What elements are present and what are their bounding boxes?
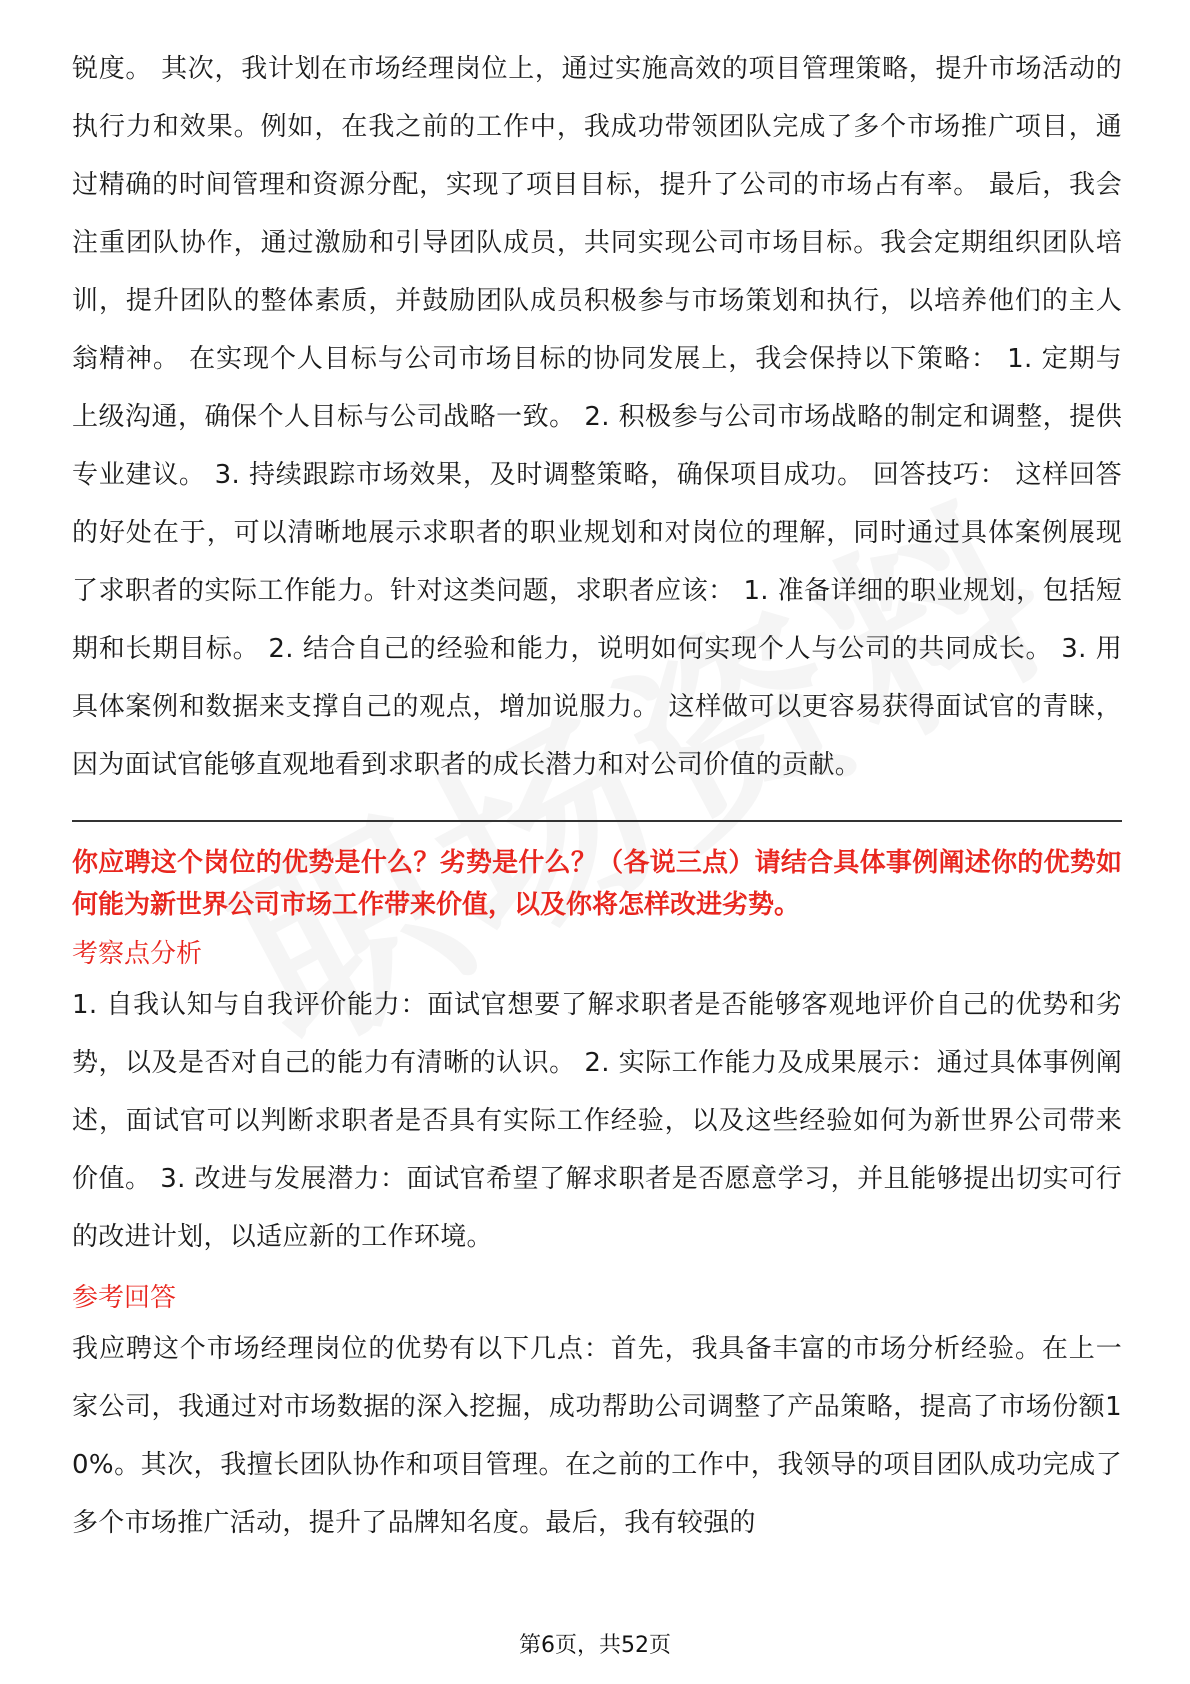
analysis-heading: 考察点分析 — [72, 939, 203, 969]
intro-paragraph: 锐度。 其次，我计划在市场经理岗位上，通过实施高效的项目管理策略，提升市场活动的执行力和效果。例如，在我之前的工作中，我成功带领团队完成了多个市场推广项目，通过精确的时间管理和资源分配，实现了项目目标，提升了公司的市场占有率。 最后，我会注重团队协作，通过激励和引导团队成员，共同实现公司市场目标。我会定期组织团队培训，提升团队的整体素质，并鼓励团队成员积极参与市场策划和执行，以培养他们的主人翁精神。 在实现个人目标与公司市场目标的协同发展上，我会保持以下策略： 1. 定期与上级沟通，确保个人目标与公司战略一致。 2. 积极参与公司市场战略的制定和调整，提供专业建议。 3. 持续跟踪市场效果，及时调整策略，确保项目成功。 回答技巧： 这样回答的好处在于，可以清晰地展示求职者的职业规划和对岗位的理解，同时通过具体案例展现了求职者的实际工作能力。针对这类问题，求职者应该： 1. 准备详细的职业规划，包括短期和长期目标。 2. 结合自己的经验和能力，说明如何实现个人与公司的共同成长。 3. 用具体案例和数据来支撑自己的观点，增加说服力。 这样做可以更容易获得面试官的青睐，因为面试官能够直观地看到求职者的成长潜力和对公司价值的贡献。 — [72, 54, 1122, 780]
reference-answer-paragraph: 我应聘这个市场经理岗位的优势有以下几点：首先，我具备丰富的市场分析经验。在上一家公司，我通过对市场数据的深入挖掘，成功帮助公司调整了产品策略，提高了市场份额10%。其次，我擅长团队协作和项目管理。在之前的工作中，我领导的项目团队成功完成了多个市场推广活动，提升了品牌知名度。最后，我有较强的 — [72, 1334, 1122, 1538]
page-number: 第6页，共52页 — [519, 1633, 671, 1658]
interview-question: 你应聘这个岗位的优势是什么？劣势是什么？（各说三点）请结合具体事例阐述你的优势如何能为新世界公司市场工作带来价值，以及你将怎样改进劣势。 — [72, 848, 1122, 920]
page-content — [72, 40, 1122, 1552]
analysis-paragraph: 1. 自我认知与自我评价能力：面试官想要了解求职者是否能够客观地评价自己的优势和劣势，以及是否对自己的能力有清晰的认识。 2. 实际工作能力及成果展示：通过具体事例阐述，面试官可以判断求职者是否具有实际工作经验，以及这些经验如何为新世界公司带来价值。 3. 改进与发展潜力：面试官希望了解求职者是否愿意学习，并且能够提出切实可行的改进计划，以适应新的工作环境。 — [72, 990, 1122, 1252]
reference-answer-heading: 参考回答 — [72, 1283, 177, 1313]
section-divider — [72, 820, 1122, 822]
